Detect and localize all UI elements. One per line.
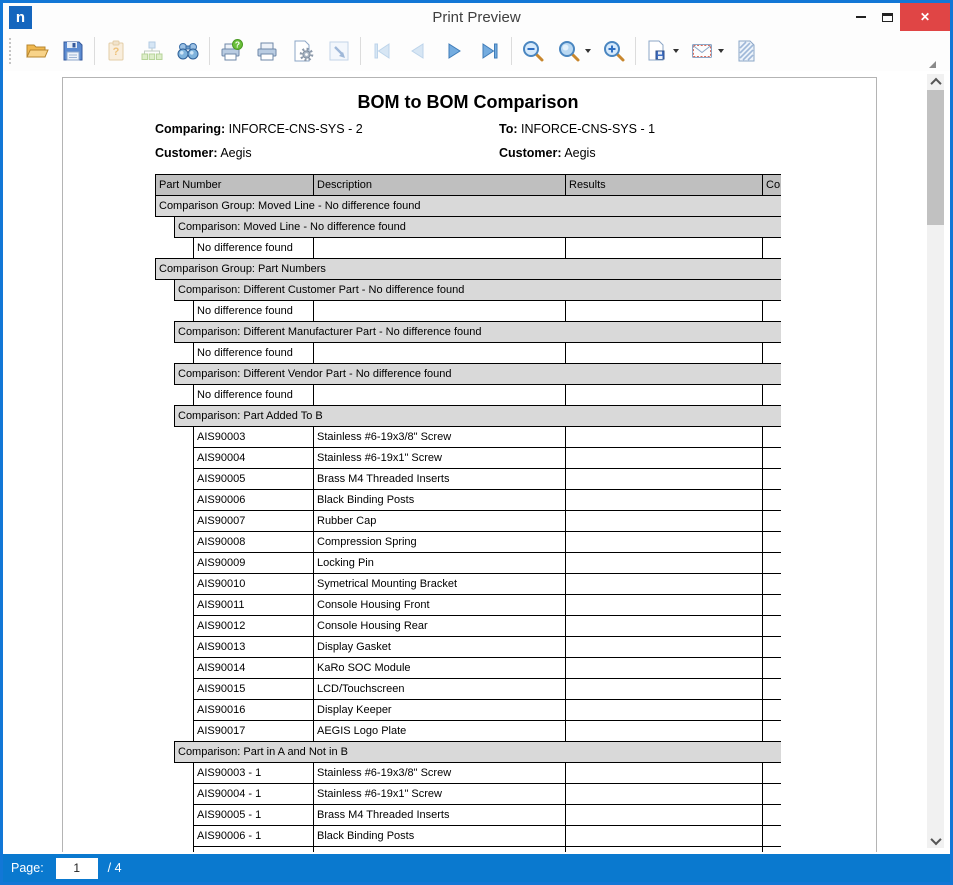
table-row <box>193 510 781 532</box>
toolbar-separator <box>360 37 361 65</box>
page-label: Page: <box>11 861 44 875</box>
table-cell <box>566 847 763 852</box>
find-binoculars-icon <box>175 38 201 64</box>
table-cell <box>566 238 763 258</box>
table-row <box>193 636 781 658</box>
table-cell <box>566 448 763 468</box>
table-cell <box>763 805 781 825</box>
table-cell <box>763 637 781 657</box>
report-title: BOM to BOM Comparison <box>357 92 579 112</box>
table-cell: AIS90015 <box>194 679 314 699</box>
comparing-label: Comparing: <box>155 122 226 136</box>
table-cell: AIS90017 <box>194 721 314 741</box>
table-cell <box>566 637 763 657</box>
svg-text:?: ? <box>112 46 120 58</box>
table-cell: Locking Pin <box>314 553 566 573</box>
page-setup-button[interactable] <box>285 32 321 70</box>
table-cell: AIS90005 <box>194 469 314 489</box>
minimize-button[interactable] <box>848 3 874 31</box>
table-cell <box>566 574 763 594</box>
scrollbar-up-button[interactable] <box>927 74 944 89</box>
table-cell: No difference found <box>194 301 314 321</box>
table-row <box>193 804 781 826</box>
watermark-icon <box>734 38 760 64</box>
page-setup-icon <box>290 38 316 64</box>
customer-b-value: Aegis <box>564 146 596 160</box>
comparison-row <box>174 321 781 343</box>
table-row <box>193 468 781 490</box>
table-row <box>193 657 781 679</box>
zoom-dropdown-button[interactable] <box>551 32 596 70</box>
table-cell: AIS90006 - 1 <box>194 826 314 846</box>
table-row <box>193 783 781 805</box>
table-row <box>193 426 781 448</box>
toolbar-separator <box>94 37 95 65</box>
table-cell: Black Binding Posts <box>314 826 566 846</box>
table-cell: Black Binding Posts <box>314 490 566 510</box>
next-page-button[interactable] <box>436 32 472 70</box>
table-row <box>193 447 781 469</box>
table-cell <box>763 847 781 852</box>
column-header: Description <box>314 175 566 195</box>
window-controls <box>848 3 950 31</box>
row-label: Comparison: Different Manufacturer Part - No difference found <box>178 326 482 338</box>
bom-table <box>155 174 781 852</box>
row-label: Comparison: Different Customer Part - No difference found <box>178 284 465 296</box>
table-cell <box>763 700 781 720</box>
row-label: Comparison: Part in A and Not in B <box>178 746 348 758</box>
comparison-row <box>174 279 781 301</box>
table-cell: AIS90016 <box>194 700 314 720</box>
table-cell: AIS90013 <box>194 637 314 657</box>
table-cell: Compression Spring <box>314 532 566 552</box>
toolbar-separator <box>635 37 636 65</box>
table-cell <box>314 238 566 258</box>
table-row <box>193 825 781 847</box>
table-cell: AIS90004 - 1 <box>194 784 314 804</box>
table-cell <box>566 700 763 720</box>
app-icon: n <box>9 6 32 29</box>
table-cell: AIS90008 <box>194 532 314 552</box>
table-cell <box>763 574 781 594</box>
zoom-in-icon <box>601 38 627 64</box>
table-cell <box>763 469 781 489</box>
table-cell <box>763 238 781 258</box>
row-label: Comparison: Moved Line - No difference found <box>178 221 406 233</box>
table-cell: AEGIS Logo Plate <box>314 721 566 741</box>
table-cell: Console Housing Front <box>314 595 566 615</box>
export-button[interactable] <box>639 32 684 70</box>
table-cell <box>566 763 763 783</box>
last-page-button[interactable] <box>472 32 508 70</box>
table-cell <box>566 616 763 636</box>
table-row <box>193 678 781 700</box>
table-cell <box>763 826 781 846</box>
print-icon <box>254 38 280 64</box>
table-cell <box>566 805 763 825</box>
table-cell: Brass M4 Threaded Inserts <box>314 469 566 489</box>
table-cell: AIS90010 <box>194 574 314 594</box>
table-cell <box>763 448 781 468</box>
table-row <box>193 762 781 784</box>
table-cell <box>566 679 763 699</box>
table-cell <box>566 553 763 573</box>
save-button[interactable] <box>55 32 91 70</box>
table-cell: AIS90003 - 1 <box>194 763 314 783</box>
row-label: Comparison: Part Added To B <box>178 410 323 422</box>
table-cell: Stainless #6-19x3/8" Screw <box>314 427 566 447</box>
table-cell: AIS90007 <box>194 511 314 531</box>
column-header: Part Number <box>156 175 314 195</box>
table-row <box>193 699 781 721</box>
email-button[interactable] <box>684 32 729 70</box>
table-cell <box>763 763 781 783</box>
toolbar-separator <box>209 37 210 65</box>
table-cell <box>763 721 781 741</box>
chevron-down-icon <box>930 833 941 844</box>
table-cell: AIS90014 <box>194 658 314 678</box>
report-content <box>155 78 781 852</box>
table-cell <box>763 490 781 510</box>
table-cell <box>566 490 763 510</box>
customer-a-value: Aegis <box>220 146 252 160</box>
table-cell <box>566 532 763 552</box>
print-options-icon <box>218 38 244 64</box>
vertical-scrollbar[interactable] <box>927 74 944 848</box>
chevron-down-icon <box>585 49 591 53</box>
table-cell: Display Keeper <box>314 700 566 720</box>
table-cell <box>763 595 781 615</box>
maximize-icon <box>882 13 893 22</box>
table-cell: AIS90011 <box>194 595 314 615</box>
status-bar <box>3 854 950 882</box>
table-cell <box>566 826 763 846</box>
next-page-icon <box>441 38 467 64</box>
organize-button[interactable] <box>134 32 170 70</box>
table-cell: AIS90006 <box>194 490 314 510</box>
table-cell <box>763 784 781 804</box>
table-row <box>193 594 781 616</box>
first-page-icon <box>369 38 395 64</box>
table-cell <box>763 511 781 531</box>
preview-pane <box>3 71 950 852</box>
table-cell: No difference found <box>194 238 314 258</box>
table-cell <box>566 469 763 489</box>
table-row <box>193 615 781 637</box>
row-label: Comparison Group: Moved Line - No difference found <box>159 200 421 212</box>
watermark-button[interactable] <box>729 32 765 70</box>
comparison-group-row <box>155 258 781 280</box>
organize-tree-icon <box>139 38 165 64</box>
page-total: / 4 <box>107 861 122 875</box>
table-row <box>193 531 781 553</box>
table-cell: Stainless #6-19x1" Screw <box>314 448 566 468</box>
column-header: Results <box>566 175 763 195</box>
resize-grip-icon <box>929 61 936 68</box>
previous-page-button[interactable] <box>400 32 436 70</box>
chevron-down-icon <box>673 49 679 53</box>
to-value: INFORCE-CNS-SYS - 1 <box>521 122 656 136</box>
column-header: Co <box>766 179 781 191</box>
toolbar <box>3 31 950 72</box>
to-label: To: <box>499 122 518 136</box>
window-title: Print Preview <box>432 8 521 26</box>
table-cell <box>566 721 763 741</box>
table-cell: LCD/Touchscreen <box>314 679 566 699</box>
title-bar <box>3 3 950 31</box>
scale-to-page-icon <box>326 38 352 64</box>
last-page-icon <box>477 38 503 64</box>
scrollbar-thumb[interactable] <box>927 90 944 225</box>
table-row <box>193 489 781 511</box>
table-cell <box>566 595 763 615</box>
toolbar-separator <box>511 37 512 65</box>
table-cell <box>566 658 763 678</box>
print-options-button[interactable] <box>213 32 249 70</box>
scrollbar-down-button[interactable] <box>927 833 944 848</box>
comparison-group-row <box>155 195 781 217</box>
table-cell: AIS90009 <box>194 553 314 573</box>
comparison-row <box>174 741 781 763</box>
table-cell <box>566 511 763 531</box>
scale-button[interactable] <box>321 32 357 70</box>
svg-text:?: ? <box>234 39 241 50</box>
table-cell: No difference found <box>194 385 314 405</box>
table-cell <box>566 427 763 447</box>
table-cell <box>566 301 763 321</box>
report-page <box>62 77 877 852</box>
table-cell <box>763 343 781 363</box>
export-icon <box>644 38 670 64</box>
table-cell <box>314 343 566 363</box>
table-row <box>193 573 781 595</box>
find-button[interactable] <box>170 32 206 70</box>
table-row <box>193 720 781 742</box>
zoom-in-button[interactable] <box>596 32 632 70</box>
table-cell <box>763 679 781 699</box>
table-cell: Symetrical Mounting Bracket <box>314 574 566 594</box>
row-label: Comparison: Different Vendor Part - No difference found <box>178 368 452 380</box>
table-cell <box>763 532 781 552</box>
table-cell <box>763 616 781 636</box>
close-icon: ✕ <box>919 10 931 24</box>
table-header-row <box>155 174 781 196</box>
email-icon <box>689 38 715 64</box>
toolbar-grip[interactable] <box>9 38 15 64</box>
table-cell: Display Gasket <box>314 637 566 657</box>
zoom-icon <box>556 38 582 64</box>
table-cell: Rubber Cap <box>314 511 566 531</box>
maximize-button[interactable] <box>874 3 900 31</box>
table-cell: AIS90012 <box>194 616 314 636</box>
customer-a-label: Customer: <box>155 146 218 160</box>
comparison-row <box>174 363 781 385</box>
table-cell: Stainless #6-19x3/8" Screw <box>314 763 566 783</box>
table-cell <box>566 343 763 363</box>
comparison-row <box>174 405 781 427</box>
table-row <box>193 342 781 364</box>
table-cell <box>314 301 566 321</box>
first-page-button[interactable] <box>364 32 400 70</box>
table-cell: AIS90004 <box>194 448 314 468</box>
table-cell <box>566 784 763 804</box>
table-cell <box>763 385 781 405</box>
table-row <box>193 846 781 852</box>
chevron-down-icon <box>718 49 724 53</box>
chevron-up-icon <box>930 77 941 88</box>
save-icon <box>60 38 86 64</box>
open-icon <box>24 38 50 64</box>
quick-print-button[interactable] <box>249 32 285 70</box>
table-cell <box>763 553 781 573</box>
comparison-row <box>174 216 781 238</box>
previous-page-icon <box>405 38 431 64</box>
table-cell: Brass M4 Threaded Inserts <box>314 805 566 825</box>
table-cell <box>763 427 781 447</box>
close-button[interactable] <box>900 3 950 31</box>
page-number-input[interactable] <box>56 858 98 879</box>
zoom-out-icon <box>520 38 546 64</box>
table-row <box>193 237 781 259</box>
table-row <box>193 384 781 406</box>
customer-b-label: Customer: <box>499 146 562 160</box>
table-cell: No difference found <box>194 343 314 363</box>
table-cell <box>314 847 566 852</box>
row-label: Comparison Group: Part Numbers <box>159 263 326 275</box>
clipboard-help-button[interactable] <box>98 32 134 70</box>
clipboard-help-icon <box>103 38 129 64</box>
table-cell <box>763 658 781 678</box>
table-cell <box>763 301 781 321</box>
table-cell: AIS90003 <box>194 427 314 447</box>
table-cell <box>566 385 763 405</box>
table-cell: AIS90005 - 1 <box>194 805 314 825</box>
table-cell: Stainless #6-19x1" Screw <box>314 784 566 804</box>
table-cell <box>314 385 566 405</box>
table-row <box>193 552 781 574</box>
zoom-out-button[interactable] <box>515 32 551 70</box>
table-cell: KaRo SOC Module <box>314 658 566 678</box>
table-cell: Console Housing Rear <box>314 616 566 636</box>
table-cell <box>194 847 314 852</box>
minimize-icon <box>856 16 866 18</box>
comparing-value: INFORCE-CNS-SYS - 2 <box>228 122 363 136</box>
table-row <box>193 300 781 322</box>
open-button[interactable] <box>19 32 55 70</box>
